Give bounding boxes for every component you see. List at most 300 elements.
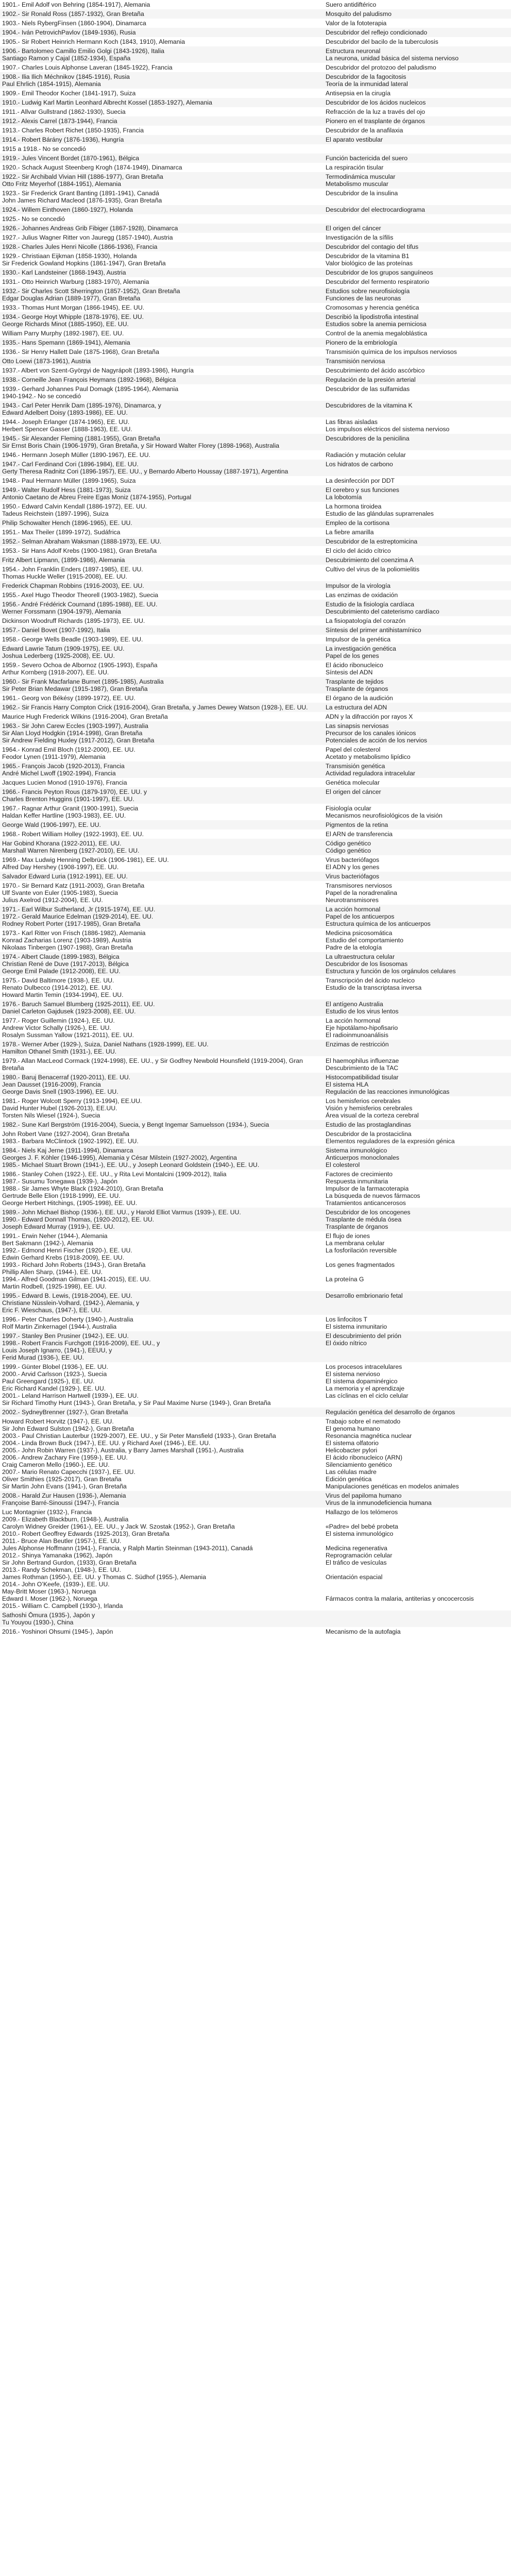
topic-cell: El ciclo del ácido cítrico: [323, 546, 511, 555]
topic-cell: Refracción de la luz a través del ojo: [323, 107, 511, 116]
topic-cell: Descubridor de los grupos sanguíneos: [323, 268, 511, 277]
topic-cell: Mecanismo de la autofagia: [323, 1627, 511, 1636]
topic-cell: El órgano de la audición: [323, 693, 511, 703]
laureates-cell: 1958.- George Wells Beadle (1903-1989), EE. UU.: [0, 635, 323, 644]
laureates-cell: Sathoshi Ōmura (1935-), Japón y Tu Youyou (1930-), China: [0, 1611, 323, 1627]
laureates-cell: 1950.- Edward Calvin Kendall (1886-1972), EE. UU. Tadeus Reichstein (1897-1996), Suiza: [0, 502, 323, 518]
laureates-cell: George Wald (1906-1997), EE. UU.: [0, 820, 323, 829]
laureates-cell: 1976.- Baruch Samuel Blumberg (1925-2011), EE. UU. Daniel Carleton Gajdusek (1923-2008), EE. UU.: [0, 999, 323, 1016]
laureates-cell: Frederick Chapman Robbins (1916-2003), EE. UU.: [0, 581, 323, 590]
laureates-cell: 1908.- Ilia Ilich Méchnikov (1845-1916), Rusia Paul Ehrlich (1854-1915), Alemania: [0, 72, 323, 89]
table-row: [0, 135, 511, 144]
table-row: [0, 357, 511, 366]
topic-cell: Los hidratos de carbono: [323, 460, 511, 476]
table-row: [0, 144, 511, 154]
laureates-cell: 1975.- David Baltimore (1938-), EE. UU. Renato Dulbecco (1914-2012), EE. UU. Howard Martin Temin (1934-1994), EE. UU.: [0, 976, 323, 999]
topic-cell: Las sinapsis nerviosas Precursor de los canales iónicos Potenciales de acción de los nervios: [323, 721, 511, 745]
laureates-cell: 1965.- François Jacob (1920-2013), Francia André Michel Lwoff (1902-1994), Francia: [0, 761, 323, 778]
laureates-cell: 1977.- Roger Guillemin (1924-), EE. UU. Andrew Victor Schally (1926-), EE. UU. Rosalyn Sussman Yallow (1921-2011), EE. UU.: [0, 1016, 323, 1040]
laureates-cell: Luc Montagnier (1932-), Francia 2009.- Elizabeth Blackburn, (1948-), Australia Carolyn Widney Greider (1961-), EE. UU., y Jack W. Szostak (1952-), Gran Bretaña 2010.- Robert Geoffrey Edwards (1925-2013), Gran Bretaña 2011.- Bruce Alan Beutler (1957-), EE. UU. Jules Alphonse Hoffmann (1941-), Francia, y Ralph Martin Steinman (1943-2011), Canadá 2012.- Shinya Yamanaka (1962), Japón Sir John Bertrand Gurdon, (1933), Gran Bretaña 2013.- Randy Schekman, (1948-), EE. UU. James Rothman (1950-), EE. UU. y Thomas C. Südhof (1955-), Alemania 2014.- John O’Keefe, (1939-), EE. UU. May-Britt Moser (1963-), Noruega Edward I. Moser (1962-), Noruega 2015.- William C. Campbell (1930-), Irlanda: [0, 1507, 323, 1611]
topic-cell: El haemophilus influenzae Descubrimiento de la TAC: [323, 1056, 511, 1073]
table-row: [0, 905, 511, 928]
topic-cell: Papel del colesterol Acetato y metabolismo lipídico: [323, 745, 511, 761]
topic-cell: Describió la lipodistrofia intestinal Estudios sobre la anemia perniciosa: [323, 312, 511, 329]
laureates-cell: 1960.- Sir Frank Macfarlane Burnet (1895-1985), Australia Sir Peter Brian Medawar (1915-1987), Gran Bretaña: [0, 677, 323, 693]
table-row: [0, 745, 511, 761]
topic-cell: Descubridor del fermento respiratorio: [323, 277, 511, 286]
laureates-cell: 1933.- Thomas Hunt Morgan (1866-1945), EE. UU.: [0, 303, 323, 312]
topic-cell: Factores de crecimiento Respuesta inmunitaria Impulsor de la farmacoterapia La búsqueda de nuevos fármacos Tratamientos anticancerosos: [323, 1170, 511, 1208]
laureates-cell: 1978.- Werner Arber (1929-), Suiza, Daniel Nathans (1928-1999), EE. UU. Hamilton Othanel Smith (1931-), EE. UU.: [0, 1040, 323, 1056]
table-row: [0, 242, 511, 251]
table-row: [0, 1170, 511, 1208]
table-row: [0, 600, 511, 616]
laureates-cell: 1907.- Charles Louis Alphonse Laveran (1845-1922), Francia: [0, 63, 323, 72]
laureates-cell: 1996.- Peter Charles Doherty (1940-), Australia Rolf Martin Zinkernagel (1944-), Australia: [0, 1315, 323, 1331]
laureates-cell: William Parry Murphy (1892-1987), EE. UU.: [0, 329, 323, 338]
laureates-cell: 1984.- Niels Kaj Jerne (1911-1994), Dinamarca Georges J. F. Köhler (1946-1995), Alemania y César Milstein (1927-2002), Argentina 1985.- Michael Stuart Brown (1941-), EE. UU., y Joseph Leonard Goldstein (1940-), EE. UU.: [0, 1146, 323, 1170]
topic-cell: Función bactericida del suero: [323, 154, 511, 163]
table-row: [0, 401, 511, 417]
topic-cell: Transcripción del ácido nucleico Estudio de la transcriptasa inversa: [323, 976, 511, 999]
laureates-cell: 1904.- Iván PetrovichPavlov (1849-1936), Rusia: [0, 28, 323, 37]
table-row: [0, 450, 511, 460]
topic-cell: [323, 214, 511, 224]
table-row: [0, 952, 511, 976]
topic-cell: Transmisión nerviosa: [323, 357, 511, 366]
table-row: [0, 485, 511, 502]
laureates-cell: 1979.- Allan MacLeod Cormack (1924-1998), EE. UU., y Sir Godfrey Newbold Hounsfield (1919-2004), Gran Bretaña: [0, 1056, 323, 1073]
table-row: [0, 116, 511, 126]
table-row: [0, 476, 511, 485]
table-row: [0, 154, 511, 163]
laureates-cell: 1935.- Hans Spemann (1869-1941), Alemania: [0, 338, 323, 347]
topic-cell: Virus bacteriófagos El ADN y los genes: [323, 855, 511, 872]
table-row: [0, 28, 511, 37]
laureates-cell: 1909.- Emil Theodor Kocher (1841-1917), Suiza: [0, 89, 323, 98]
topic-cell: Cultivo del virus de la poliomielitis: [323, 565, 511, 581]
table-row: [0, 268, 511, 277]
topic-cell: La acción hormonal Papel de los anticuerpos Estructura química de los anticuerpos: [323, 905, 511, 928]
topic-cell: Control de la anemia megaloblástica: [323, 329, 511, 338]
topic-cell: Sistema inmunológico Anticuerpos monoclonales El colesterol: [323, 1146, 511, 1170]
topic-cell: Descubridores de la penicilina: [323, 434, 511, 450]
topic-cell: Descubridor de la anafilaxia: [323, 126, 511, 135]
table-row: [0, 1120, 511, 1129]
laureates-cell: 1964.- Konrad Emil Bloch (1912-2000), EE. UU. Feodor Lynen (1911-1979), Alemania: [0, 745, 323, 761]
laureates-cell: 1974.- Albert Claude (1899-1983), Bélgica Christian René de Duve (1917-2013), Bélgica George Emil Palade (1912-2008), EE. UU.: [0, 952, 323, 976]
topic-cell: Pionero de la embriología: [323, 338, 511, 347]
laureates-cell: 1910.- Ludwig Karl Martin Leonhard Albrecht Kossel (1853-1927), Alemania: [0, 98, 323, 107]
laureates-cell: 1968.- Robert William Holley (1922-1993), EE. UU.: [0, 829, 323, 839]
table-row: [0, 1096, 511, 1120]
topic-cell: Descubrimiento del ácido ascórbico: [323, 366, 511, 375]
laureates-cell: Fritz Albert Lipmann, (1899-1986), Alemania: [0, 555, 323, 565]
topic-cell: Descubridor del protozoo del paludismo: [323, 63, 511, 72]
laureates-cell: 1934.- George Hoyt Whipple (1878-1976), EE. UU. George Richards Minot (1885-1950), EE. UU.: [0, 312, 323, 329]
table-row: [0, 999, 511, 1016]
laureates-cell: 1951.- Max Theiler (1899-1972), Sudáfrica: [0, 528, 323, 537]
topic-cell: Virus del papiloma humano Virus de la inmunodeficiencia humana: [323, 1491, 511, 1507]
table-row: [0, 329, 511, 338]
laureates-cell: 1963.- Sir John Carew Eccles (1903-1997), Australia Sir Alan Lloyd Hodgkin (1914-1998), Gran Bretaña Sir Andrew Fielding Huxley (1917-2012), Gran Bretaña: [0, 721, 323, 745]
laureates-cell: 1989.- John Michael Bishop (1936-), EE. UU., y Harold Elliot Varmus (1939-), EE. UU. 1990.- Edward Donnall Thomas, (1920-2012), EE. UU. Joseph Edward Murray (1919-), EE. UU.: [0, 1208, 323, 1231]
table-row: [0, 820, 511, 829]
topic-cell: El ácido ribonucleico Síntesis del ADN: [323, 660, 511, 677]
table-row: [0, 214, 511, 224]
topic-cell: Descubridor del reflejo condicionado: [323, 28, 511, 37]
laureates-cell: 1955.- Axel Hugo Theodor Theorell (1903-1982), Suecia: [0, 590, 323, 600]
table-row: [0, 635, 511, 644]
topic-cell: La estructura del ADN: [323, 703, 511, 712]
laureates-cell: 1949.- Walter Rudolf Hess (1881-1973), Suiza Antonio Caetano de Abreu Freire Egas Moniz (1874-1955), Portugal: [0, 485, 323, 502]
topic-cell: Fisiología ocular Mecanismos neurofisiológicos de la visión: [323, 804, 511, 820]
laureates-cell: 1943.- Carl Peter Henrik Dam (1895-1976), Dinamarca, y Edward Adelbert Doisy (1893-1986), EE. UU.: [0, 401, 323, 417]
laureates-cell: 1912.- Alexis Carrel (1873-1944), Francia: [0, 116, 323, 126]
topic-cell: Descubridor de la insulina: [323, 189, 511, 205]
table-row: [0, 338, 511, 347]
table-row: [0, 126, 511, 135]
topic-cell: Código genético Código genético: [323, 839, 511, 855]
laureates-cell: 1956.- André Frédérick Cournand (1895-1988), EE. UU. Werner Forssmann (1904-1979), Alemania: [0, 600, 323, 616]
topic-cell: Antisepsia en la cirugía: [323, 89, 511, 98]
table-row: [0, 1208, 511, 1231]
table-row: [0, 1611, 511, 1627]
topic-cell: Regulación de la presión arterial: [323, 375, 511, 384]
table-row: [0, 37, 511, 46]
laureates-cell: Otto Loewi (1873-1961), Austria: [0, 357, 323, 366]
topic-cell: La fisiopatología del corazón: [323, 616, 511, 625]
table-row: [0, 460, 511, 476]
table-row: [0, 172, 511, 189]
topic-cell: El descubrimiento del prión El óxido nítrico: [323, 1331, 511, 1362]
laureates-cell: Dickinson Woodruff Richards (1895-1973), EE. UU.: [0, 616, 323, 625]
table-row: [0, 224, 511, 233]
table-row: [0, 1408, 511, 1417]
table-row: [0, 518, 511, 528]
topic-cell: Medicina psicosomática Estudio del comportamiento Padre de la etología: [323, 928, 511, 952]
table-row: [0, 829, 511, 839]
topic-cell: El cerebro y sus funciones La lobotomía: [323, 485, 511, 502]
laureates-cell: 1928.- Charles Jules Henri Nicolle (1866-1936), Francia: [0, 242, 323, 251]
topic-cell: Los linfocitos T El sistema inmunitario: [323, 1315, 511, 1331]
table-row: [0, 1315, 511, 1331]
topic-cell: La ultraestructura celular Descubridor de los lisosomas Estructura y función de los orgánulos celulares: [323, 952, 511, 976]
table-row: [0, 233, 511, 242]
table-row: [0, 693, 511, 703]
topic-cell: Radiación y mutación celular: [323, 450, 511, 460]
topic-cell: ADN y la difracción por rayos X: [323, 712, 511, 721]
table-row: [0, 72, 511, 89]
laureates-cell: 1927.- Julius Wagner Ritter von Jauregg (1857-1940), Austria: [0, 233, 323, 242]
laureates-cell: 1911.- Allvar Gullstrand (1862-1930), Suecia: [0, 107, 323, 116]
table-row: [0, 303, 511, 312]
laureates-cell: 1967.- Ragnar Arthur Granit (1900-1991), Suecia Haldan Keffer Hartline (1903-1983), EE. UU.: [0, 804, 323, 820]
laureates-cell: 1929.- Christiaan Eijkman (1858-1930), Holanda Sir Frederick Gowland Hopkins (1861-1947), Gran Bretaña: [0, 251, 323, 268]
laureates-cell: 1981.- Roger Wolcott Sperry (1913-1994), EE.UU. David Hunter Hubel (1926-2013), EE.UU. Torsten Nils Wiesel (1924-), Suecia: [0, 1096, 323, 1120]
topic-cell: Genética molecular: [323, 778, 511, 787]
topic-cell: Descubridor de la fagocitosis Teoría de la inmunidad lateral: [323, 72, 511, 89]
topic-cell: [323, 1611, 511, 1627]
laureates-cell: John Robert Vane (1927-2004), Gran Bretaña 1983.- Barbara McClintock (1902-1992), EE. UU.: [0, 1129, 323, 1146]
table-row: [0, 1016, 511, 1040]
topic-cell: Los hemisferios cerebrales Visión y hemisferios cerebrales Área visual de la corteza cerebral: [323, 1096, 511, 1120]
laureates-cell: 1945.- Sir Alexander Fleming (1881-1955), Gran Bretaña Sir Ernst Boris Chain (1906-1979), Gran Bretaña, y Sir Howard Walter Florey (1898-1968), Australia: [0, 434, 323, 450]
topic-cell: Estudios sobre neurofisiología Funciones de las neuronas: [323, 286, 511, 303]
topic-cell: Valor de la fototerapia: [323, 19, 511, 28]
topic-cell: Impulsor de la genética: [323, 635, 511, 644]
table-row: [0, 537, 511, 546]
table-row: [0, 375, 511, 384]
table-row: [0, 1331, 511, 1362]
topic-cell: Transmisión química de los impulsos nerviosos: [323, 347, 511, 357]
laureates-cell: 1971.- Earl Wilbur Sutherland, Jr (1915-1974), EE. UU. 1972.- Gerald Maurice Edelman (1929-2014), EE. UU. Rodney Robert Porter (1917-1985), Gran Bretaña: [0, 905, 323, 928]
laureates-cell: 1937.- Albert von Szent-Györgyi de Nagyrápolt (1893-1986), Hungría: [0, 366, 323, 375]
table-row: [0, 787, 511, 804]
topic-cell: Descubridor del bacilo de la tuberculosis: [323, 37, 511, 46]
table-row: [0, 546, 511, 555]
laureates-cell: 1969.- Max Ludwig Henning Delbrück (1906-1981), EE. UU. Alfred Day Hershey (1908-1997), EE. UU.: [0, 855, 323, 872]
topic-cell: Empleo de la cortisona: [323, 518, 511, 528]
topic-cell: Descubridor de los ácidos nucleicos: [323, 98, 511, 107]
laureates-cell: 2002.- SydneyBrenner (1927-), Gran Bretaña: [0, 1408, 323, 1417]
table-row: [0, 1627, 511, 1636]
table-row: [0, 98, 511, 107]
table-row: [0, 1291, 511, 1315]
table-row: [0, 644, 511, 660]
laureates-cell: 1932.- Sir Charles Scott Sherrington (1857-1952), Gran Bretaña Edgar Douglas Adrian (1889-1977), Gran Bretaña: [0, 286, 323, 303]
topic-cell: Descubridor de la vitamina B1 Valor biológico de las proteínas: [323, 251, 511, 268]
table-row: [0, 277, 511, 286]
table-row: [0, 872, 511, 881]
laureates-cell: 1902.- Sir Ronald Ross (1857-1932), Gran Bretaña: [0, 9, 323, 19]
laureates-cell: 1919.- Jules Vincent Bordet (1870-1961), Bélgica: [0, 154, 323, 163]
laureates-cell: 1986.- Stanley Cohen (1922-), EE. UU., y Rita Levi Montalcini (1909-2012), Italia 1987.- Susumu Tonegawa (1939-), Japón 1988.- Sir James Whyte Black (1924-2010), Gran Bretaña Gertrude Belle Elion (1918-1999), EE. UU. George Herbert Hitchings, (1905-1998), EE. UU.: [0, 1170, 323, 1208]
topic-cell: Enzimas de restricción: [323, 1040, 511, 1056]
topic-cell: Síntesis del primer antihistamínico: [323, 625, 511, 635]
table-row: [0, 0, 511, 9]
table-row: [0, 1507, 511, 1611]
table-row: [0, 1231, 511, 1291]
topic-cell: Desarrollo embrionario fetal: [323, 1291, 511, 1315]
table-row: [0, 677, 511, 693]
laureates-cell: 1970.- Sir Bernard Katz (1911-2003), Gran Bretaña Ulf Svante von Euler (1905-1983), Suecia Julius Axelrod (1912-2004), EE. UU.: [0, 881, 323, 905]
laureates-cell: 1954.- John Franklin Enders (1897-1985), EE. UU. Thomas Huckle Weller (1915-2008), EE. UU.: [0, 565, 323, 581]
topic-cell: Pigmentos de la retina: [323, 820, 511, 829]
laureates-cell: 1926.- Johannes Andreas Grib Fibiger (1867-1928), Dinamarca: [0, 224, 323, 233]
topic-cell: El flujo de iones La membrana celular La fosforilación reversible Los genes fragmentados La proteína G: [323, 1231, 511, 1291]
table-row: [0, 721, 511, 745]
table-row: [0, 1129, 511, 1146]
topic-cell: Las fibras aisladas Los impulsos eléctricos del sistema nervioso: [323, 417, 511, 434]
table-row: [0, 660, 511, 677]
laureates-cell: 2008.- Harald Zur Hausen (1936-), Alemania Françoise Barré-Sinoussi (1947-), Francia: [0, 1491, 323, 1507]
topic-cell: El origen del cáncer: [323, 224, 511, 233]
topic-cell: El origen del cáncer: [323, 787, 511, 804]
laureates-cell: 1915 a 1918.- No se concedió: [0, 144, 323, 154]
topic-cell: El antígeno Australia Estudio de los virus lentos: [323, 999, 511, 1016]
table-row: [0, 502, 511, 518]
table-row: [0, 625, 511, 635]
topic-cell: Pionero en el trasplante de órganos: [323, 116, 511, 126]
topic-cell: Estudio de la fisiología cardíaca Descubrimiento del cateterismo cardíaco: [323, 600, 511, 616]
topic-cell: Suero antidiftérico: [323, 0, 511, 9]
laureates-cell: 1959.- Severo Ochoa de Albornoz (1905-1993), España Arthur Kornberg (1918-2007), EE. UU.: [0, 660, 323, 677]
topic-cell: Trasplante de tejidos Trasplante de órganos: [323, 677, 511, 693]
laureates-cell: Har Gobind Khorana (1922-2011), EE. UU. Marshall Warren Nirenberg (1927-2010), EE. UU.: [0, 839, 323, 855]
table-row: [0, 1362, 511, 1408]
topic-cell: Virus bacteriófagos: [323, 872, 511, 881]
topic-cell: [323, 144, 511, 154]
table-row: [0, 581, 511, 590]
table-row: [0, 928, 511, 952]
laureates-cell: 1995.- Edward B. Lewis, (1918-2004), EE. UU. Christiane Nüsslein-Volhard, (1942-), Alemania, y Eric F. Wieschaus, (1947-), EE. UU.: [0, 1291, 323, 1315]
laureates-cell: 1997.- Stanley Ben Prusiner (1942-), EE. UU. 1998.- Robert Francis Furchgott (1916-2009), EE. UU., y Louis Joseph Ignarro, (1941-), EEUU, y Ferid Murad (1936-), EE. UU.: [0, 1331, 323, 1362]
topic-cell: Descubrimiento del coenzima A: [323, 555, 511, 565]
table-row: [0, 565, 511, 581]
topic-cell: Descubridor del electrocardiograma: [323, 205, 511, 214]
table-row: [0, 9, 511, 19]
table-row: [0, 590, 511, 600]
laureates-cell: 1957.- Daniel Bovet (1907-1992), Italia: [0, 625, 323, 635]
laureates-cell: 1999.- Günter Blobel (1936-), EE. UU. 2000.- Arvid Carlsson (1923-), Suecia Paul Greengard (1925-), EE. UU. Eric Richard Kandel (1929-), EE. UU. 2001.- Leland Harrison Hartwell (1939-), EE. UU. Sir Richard Timothy Hunt (1943-), Gran Bretaña, y Sir Paul Maxime Nurse (1949-), Gran Bretaña: [0, 1362, 323, 1408]
topic-cell: Impulsor de la virología: [323, 581, 511, 590]
topic-cell: Descubridores de la vitamina K: [323, 401, 511, 417]
topic-cell: El aparato vestibular: [323, 135, 511, 144]
table-row: [0, 1491, 511, 1507]
laureates-cell: 1962.- Sir Francis Harry Compton Crick (1916-2004), Gran Bretaña, y James Dewey Watson (1928-), EE. UU.: [0, 703, 323, 712]
table-row: [0, 63, 511, 72]
table-row: [0, 1040, 511, 1056]
table-row: [0, 1146, 511, 1170]
laureates-cell: 1922.- Sir Archibald Vivian Hill (1886-1977), Gran Bretaña Otto Fritz Meyerhof (1884-1951), Alemania: [0, 172, 323, 189]
table-row: [0, 19, 511, 28]
table-row: [0, 286, 511, 303]
topic-cell: Descubridor de la estreptomicina: [323, 537, 511, 546]
laureates-cell: Salvador Edward Luria (1912-1991), EE. UU.: [0, 872, 323, 881]
topic-cell: La desinfección por DDT: [323, 476, 511, 485]
laureates-cell: 1939.- Gerhard Johannes Paul Domagk (1895-1964), Alemania 1940-1942.- No se concedió: [0, 384, 323, 401]
topic-cell: Descubridor del contagio del tifus: [323, 242, 511, 251]
laureates-cell: 1936.- Sir Henry Hallett Dale (1875-1968), Gran Bretaña: [0, 347, 323, 357]
topic-cell: Cromosomas y herencia genética: [323, 303, 511, 312]
topic-cell: Descubridor de las sulfamidas: [323, 384, 511, 401]
table-row: [0, 189, 511, 205]
table-row: [0, 712, 511, 721]
table-row: [0, 761, 511, 778]
table-row: [0, 417, 511, 434]
table-row: [0, 839, 511, 855]
table-row: [0, 778, 511, 787]
topic-cell: Investigación de la sífilis: [323, 233, 511, 242]
laureates-cell: 1938.- Corneille Jean François Heymans (1892-1968), Bélgica: [0, 375, 323, 384]
topic-cell: Transmisores nerviosos Papel de la noradrenalina Neurotransmisores: [323, 881, 511, 905]
topic-cell: El ARN de transferencia: [323, 829, 511, 839]
laureates-cell: 1914.- Robert Bárány (1876-1936), Hungría: [0, 135, 323, 144]
topic-cell: La fiebre amarilla: [323, 528, 511, 537]
topic-cell: La respiración tisular: [323, 163, 511, 172]
laureates-cell: 1973.- Karl Ritter von Frisch (1886-1982), Alemania Konrad Zacharias Lorenz (1903-1989), Austria Nikolaas Tinbergen (1907-1988), Gran Bretaña: [0, 928, 323, 952]
laureates-cell: 1947.- Carl Ferdinand Cori (1896-1984), EE. UU. Gerty Theresa Radnitz Cori (1896-1957), EE. UU., y Bernardo Alberto Houssay (1887-1971), Argentina: [0, 460, 323, 476]
table-row: [0, 555, 511, 565]
laureates-cell: 1946.- Hermann Joseph Müller (1890-1967), EE. UU.: [0, 450, 323, 460]
table-row: [0, 855, 511, 872]
laureates-cell: 1953.- Sir Hans Adolf Krebs (1900-1981), Gran Bretaña: [0, 546, 323, 555]
laureates-cell: 1913.- Charles Robert Richet (1850-1935), Francia: [0, 126, 323, 135]
laureates-cell: Philip Schowalter Hench (1896-1965), EE. UU.: [0, 518, 323, 528]
table-row: [0, 1056, 511, 1073]
laureates-cell: Edward Lawrie Tatum (1909-1975), EE. UU. Joshua Lederberg (1925-2008), EE. UU.: [0, 644, 323, 660]
table-row: [0, 205, 511, 214]
topic-cell: La acción hormonal Eje hipotálamo-hipofisario El radioinmunoanálisis: [323, 1016, 511, 1040]
table-row: [0, 881, 511, 905]
table-row: [0, 804, 511, 820]
laureates-cell: 1944.- Joseph Erlanger (1874-1965), EE. UU. Herbert Spencer Gasser (1888-1963), EE. UU.: [0, 417, 323, 434]
topic-cell: Regulación genética del desarrollo de órganos: [323, 1408, 511, 1417]
table-row: [0, 703, 511, 712]
laureates-cell: 2016.- Yoshinori Ohsumi (1945-), Japón: [0, 1627, 323, 1636]
laureates-cell: 1966.- Francis Peyton Rous (1879-1970), EE. UU. y Charles Brenton Huggins (1901-1997), EE. UU.: [0, 787, 323, 804]
laureates-cell: 1982.- Sune Karl Bergström (1916-2004), Suecia, y Bengt Ingemar Samuelsson (1934-), Suecia: [0, 1120, 323, 1129]
laureates-cell: Maurice Hugh Frederick Wilkins (1916-2004), Gran Bretaña: [0, 712, 323, 721]
topic-cell: Estructura neuronal La neurona, unidad básica del sistema nervioso: [323, 46, 511, 63]
laureates-cell: 1952.- Selman Abraham Waksman (1888-1973), EE. UU.: [0, 537, 323, 546]
topic-cell: Descubridor de los oncogenes Trasplante de médula ósea Trasplante de órganos: [323, 1208, 511, 1231]
laureates-cell: 1905.- Sir Robert Heinrich Hermann Koch (1843, 1910), Alemania: [0, 37, 323, 46]
table-row: [0, 616, 511, 625]
table-row: [0, 163, 511, 172]
table-row: [0, 1073, 511, 1096]
laureates-cell: Howard Robert Horvitz (1947-), EE. UU. Sir John Edward Sulston (1942-), Gran Bretaña 2003.- Paul Christian Lauterbur (1929-2007), EE. UU., y Sir Peter Mansfield (1933-), Gran Bretaña 2004.- Linda Brown Buck (1947-), EE. UU. y Richard Axel (1946-), EE. UU. 2005.- John Robin Warren (1937-), Australia, y Barry James Marshall (1951-), Australia 2006.- Andrew Zachary Fire (1959-), EE. UU. Craig Cameron Mello (1960-), EE. UU. 2007.- Mario Renato Capecchi (1937-), EE. UU. Oliver Smithies (1925-2017), Gran Bretaña Sir Martin John Evans (1941-), Gran Bretaña: [0, 1417, 323, 1491]
table-row: [0, 312, 511, 329]
topic-cell: La hormona tiroidea Estudio de las glándulas suprarrenales: [323, 502, 511, 518]
table-row: [0, 107, 511, 116]
laureates-cell: 1980.- Baruj Benacerraf (1920-2011), EE. UU. Jean Dausset (1916-2009), Francia George Davis Snell (1903-1996), EE. UU.: [0, 1073, 323, 1096]
topic-cell: Los procesos intracelulares El sistema nervioso El sistema dopaminérgico La memoria y el aprendizaje Las cíclinas en el ciclo celular: [323, 1362, 511, 1408]
table-row: [0, 1417, 511, 1491]
table-row: [0, 434, 511, 450]
table-row: [0, 366, 511, 375]
topic-cell: Trabajo sobre el nematodo El genoma humano Resonancia magnética nuclear El sistema olfatorio Helicobacter pylori El ácido ribonucleico (ARN) Silenciamiento genético Las células madre Edición genética Manipulaciones genéticas en modelos animales: [323, 1417, 511, 1491]
topic-cell: Mosquito del paludismo: [323, 9, 511, 19]
laureates-cell: 1991.- Erwin Neher (1944-), Alemania Bert Sakmann (1942-), Alemania 1992.- Edmond Henri Fischer (1920-), EE. UU. Edwin Gerhard Krebs (1918-2009), EE. UU. 1993.- Richard John Roberts (1943-), Gran Bretaña Phillip Allen Sharp, (1944-), EE. UU. 1994.- Alfred Goodman Gilman (1941-2015), EE. UU. Martin Rodbell, (1925-1998), EE. UU.: [0, 1231, 323, 1291]
laureates-cell: 1903.- Niels RybergFinsen (1860-1904), Dinamarca: [0, 19, 323, 28]
laureates-cell: 1924.- Willem Einthoven (1860-1927), Holanda: [0, 205, 323, 214]
topic-cell: Estudio de las prostaglandinas: [323, 1120, 511, 1129]
laureates-cell: 1930.- Karl Landsteiner (1868-1943), Austria: [0, 268, 323, 277]
table-row: [0, 384, 511, 401]
laureates-cell: 1920.- Schack August Steenberg Krogh (1874-1949), Dinamarca: [0, 163, 323, 172]
laureates-cell: 1961.- Georg von Békésy (1899-1972), EE. UU.: [0, 693, 323, 703]
table-row: [0, 89, 511, 98]
laureates-cell: 1923.- Sir Frederick Grant Banting (1891-1941), Canadá John James Richard Macleod (1876-1935), Gran Bretaña: [0, 189, 323, 205]
topic-cell: Transmisión genética Actividad reguladora intracelular: [323, 761, 511, 778]
laureates-cell: 1931.- Otto Heinrich Warburg (1883-1970), Alemania: [0, 277, 323, 286]
topic-cell: Hallazgo de los telómeros «Padre» del bebé probeta El sistema inmunológico Medicina regenerativa Reprogramación celular El tráfico de vesículas Orientación espacial Fármacos contra la malaria, antiterias y oncocercosis: [323, 1507, 511, 1611]
table-row: [0, 46, 511, 63]
laureates-cell: 1906.- Bartolomeo Camillo Emilio Golgi (1843-1926), Italia Santiago Ramon y Cajal (1852-1934), España: [0, 46, 323, 63]
table-row: [0, 347, 511, 357]
table-row: [0, 528, 511, 537]
table-row: [0, 976, 511, 999]
topic-cell: Descubridor de la prostaciclina Elementos reguladores de la expresión génica: [323, 1129, 511, 1146]
table-row: [0, 251, 511, 268]
laureates-cell: 1901.- Emil Adolf von Behring (1854-1917), Alemania: [0, 0, 323, 9]
laureates-cell: Jacques Lucien Monod (1910-1976), Francia: [0, 778, 323, 787]
topic-cell: Las enzimas de oxidación: [323, 590, 511, 600]
topic-cell: Termodinámica muscular Metabolismo muscular: [323, 172, 511, 189]
laureates-cell: 1925.- No se concedió: [0, 214, 323, 224]
